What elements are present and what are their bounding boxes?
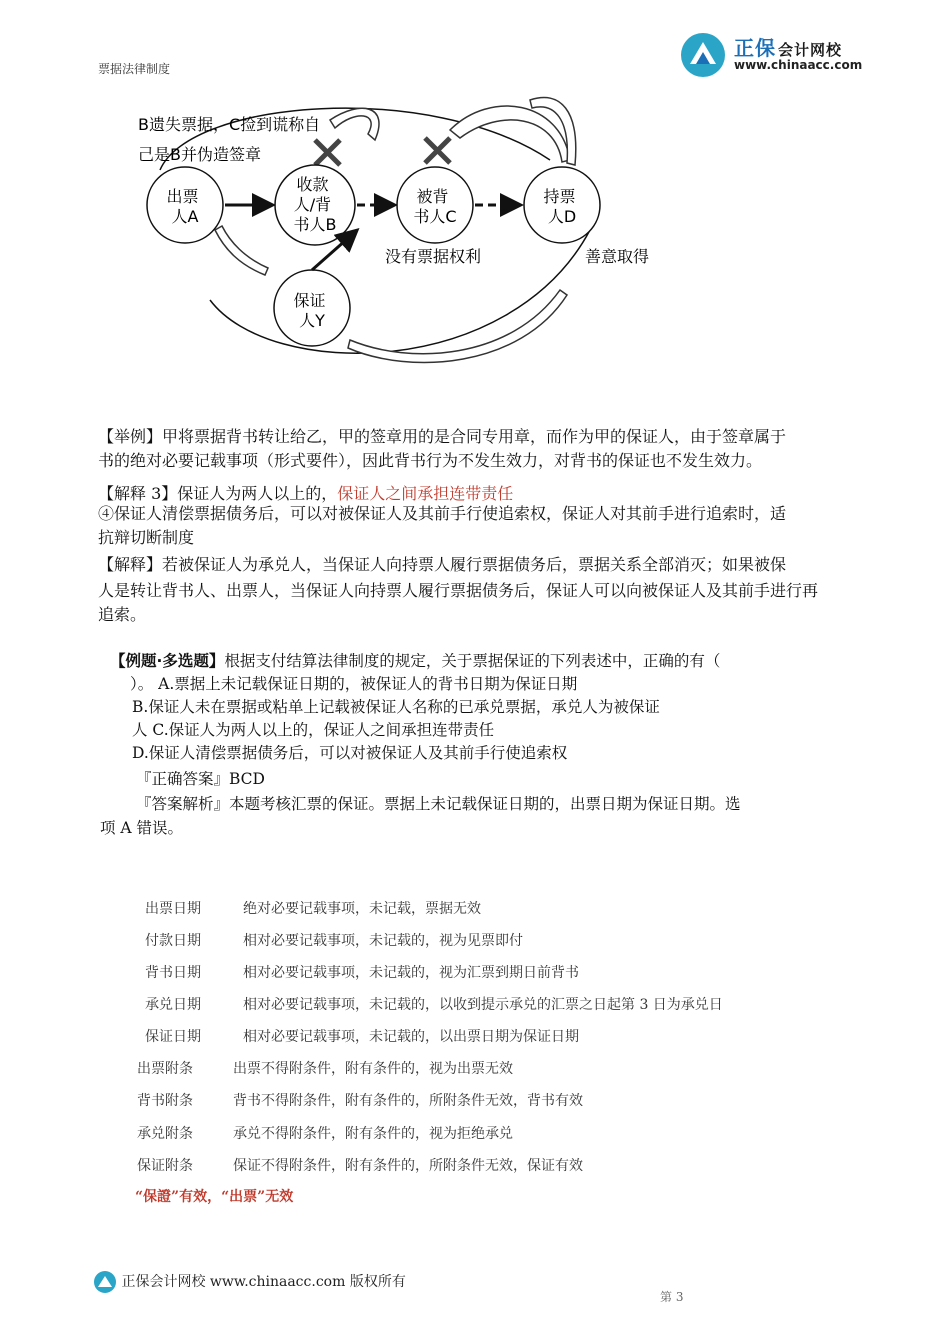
label-good-faith: 善意取得 — [585, 247, 650, 266]
logo-icon — [678, 30, 730, 80]
para-explain-line3: 追索。 — [98, 605, 147, 624]
hollow-arrow-4 — [215, 226, 268, 275]
bill-flow-diagram — [130, 90, 690, 380]
table-row: 保证附条 保证不得附条件，附有条件的，所附条件无效，保证有效 — [137, 1158, 583, 1174]
example-line4: 人 C.保证人为两人以上的，保证人之间承担连带责任 — [132, 721, 495, 739]
node-c-label: 被背 书人C — [413, 187, 457, 226]
footer-text: 正保会计网校 www.chinaacc.com 版权所有 — [121, 1274, 406, 1290]
node-y-label: 保证 人Y — [293, 291, 326, 330]
top-left-header: 票据法律制度 — [98, 62, 171, 76]
node-a-label: 出票 人A — [166, 187, 199, 226]
para-defense-cut: 抗辩切断制度 — [98, 528, 195, 547]
para-explain3-cut: 【解释 3】保证人为两人以上的，保证人之间承担连带责任 — [98, 484, 514, 503]
para-example-line2: 书的绝对必要记载事项（形式要件），因此背书行为不发生效力，对背书的保证也不发生效力。 — [98, 451, 763, 470]
hollow-arrow-5 — [348, 290, 567, 362]
example-analysis-line1: 『答案解析』本题考核汇票的保证。票据上未记载保证日期的，出票日期为保证日期。选 — [136, 795, 741, 813]
para-explain-line2: 人是转让背书人、出票人，当保证人向持票人履行票据债务后，保证人可以向被保证人及其前手进行再 — [98, 581, 819, 600]
table-row: 背书附条 背书不得附条件，附有条件的，所附条件无效，背书有效 — [137, 1093, 583, 1109]
hollow-arrow-1 — [330, 108, 379, 140]
table-row: 承兑附条 承兑不得附条件，附有条件的，视为拒绝承兑 — [137, 1126, 513, 1142]
para-example-cut: 【举例】甲将票据背书转让给乙，甲的签章用的是合同专用章，而作为甲的保证人，由于签章属于 — [98, 427, 787, 446]
example-line3: B.保证人未在票据或粘单上记载被保证人名称的已承兑票据，承兑人为被保证 — [132, 698, 660, 716]
page-number: 第 3 — [660, 1290, 684, 1304]
brand-url: www.chinaacc.com — [734, 58, 863, 72]
para-explain3-red: 保证人之间承担连带责任 — [337, 484, 514, 503]
para-explain-cut: 【解释】若被保证人为承兑人，当保证人向持票人履行票据债务后，票据关系全部消灭；如果被保 — [98, 555, 787, 574]
cross-mark-1 — [315, 140, 340, 165]
table-row: 保证日期 相对必要记载事项，未记载的，以出票日期为保证日期 — [145, 1029, 579, 1045]
example-question: 【例题·多选题】根据支付结算法律制度的规定，关于票据保证的下列表述中，正确的有（ — [110, 652, 721, 670]
table-row: 出票附条 出票不得附条件，附有条件的，视为出票无效 — [137, 1061, 513, 1077]
hollow-arrow-2 — [450, 106, 570, 162]
table-row: 背书日期 相对必要记载事项，未记载的，视为汇票到期日前背书 — [145, 965, 579, 981]
node-d-label: 持票 人D — [543, 187, 577, 226]
example-line5: D.保证人清偿票据债务后，可以对被保证人及其前手行使追索权 — [132, 744, 568, 762]
brand-name: 正保 会计网校 — [734, 36, 843, 60]
example-answer: 『正确答案』BCD — [136, 770, 265, 788]
cross-mark-2 — [425, 138, 450, 163]
para-point4-cut: ④保证人清偿票据债务后，可以对被保证人及其前手行使追索权，保证人对其前手进行追索时，适 — [98, 504, 787, 523]
label-no-right: 没有票据权利 — [385, 247, 482, 266]
table-row: 出票日期 绝对必要记载事项，未记载，票据无效 — [145, 901, 481, 917]
diagram-note-line1: B遗失票据，C捡到谎称自 — [138, 115, 321, 134]
brand-sub: 会计网校 — [778, 41, 843, 59]
table-row: 付款日期 相对必要记载事项，未记载的，视为见票即付 — [145, 933, 523, 949]
example-tag: 【例题·多选题】 — [110, 652, 225, 670]
example-analysis-line2: 项 A 错误。 — [100, 819, 184, 837]
node-b-label: 收款 人/背 书人B — [293, 175, 337, 234]
footer-logo-icon — [93, 1270, 117, 1294]
table-row: 承兑日期 相对必要记载事项，未记载的，以收到提示承兑的汇票之日起第 3 日为承兑日 — [145, 997, 723, 1013]
footer — [93, 1270, 406, 1294]
diagram-note-line2: 己是B并伪造签章 — [138, 145, 261, 164]
example-line2: ）。 A.票据上未记载保证日期的，被保证人的背书日期为保证日期 — [130, 675, 578, 693]
table-note: “保證”有效，“出票”无效 — [135, 1189, 294, 1205]
